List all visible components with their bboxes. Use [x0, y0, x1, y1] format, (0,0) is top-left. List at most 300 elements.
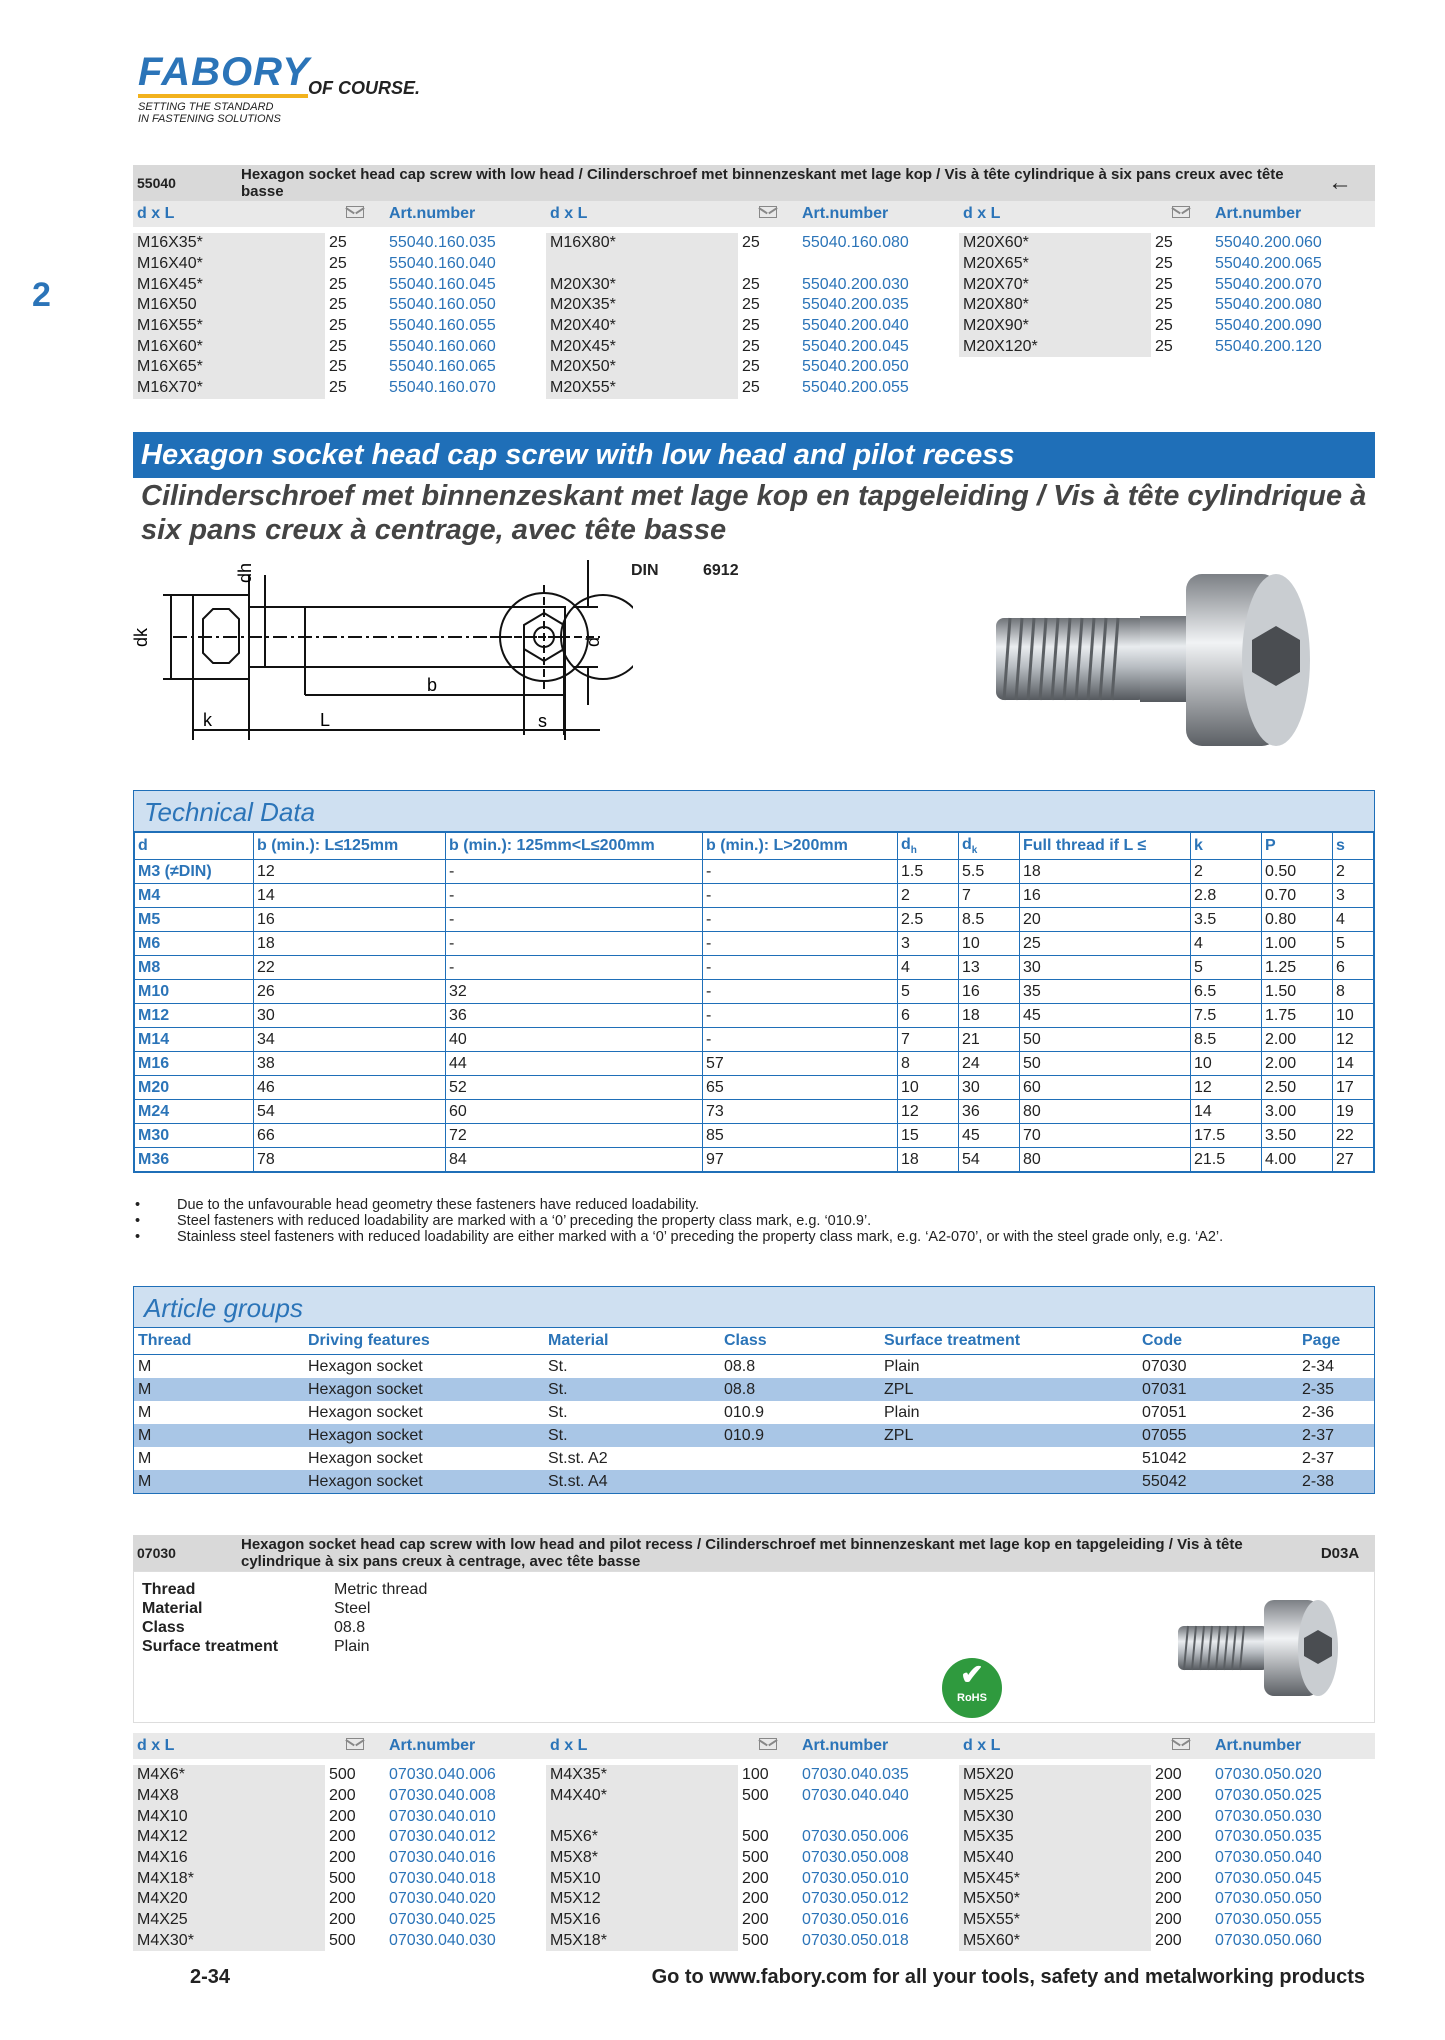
article-qty: 25 — [329, 317, 347, 335]
table-cell: 2-34 — [1302, 1357, 1335, 1375]
article-size: M5X25 — [959, 1786, 1151, 1807]
article-size: M20X80* — [959, 295, 1151, 316]
article-qty: 25 — [329, 337, 347, 355]
article-row — [133, 357, 546, 378]
table-cell: 6 — [898, 1004, 959, 1028]
article-size: M16X50 — [133, 295, 325, 316]
col-dxl: d x L — [550, 205, 588, 222]
table-cell: 80 — [1020, 1100, 1191, 1124]
article-number-link[interactable]: 07030.050.010 — [802, 1869, 909, 1887]
article-row — [959, 1910, 1372, 1931]
article-size: M4X12 — [133, 1827, 325, 1848]
size-cell: M20 — [135, 1076, 254, 1100]
table-row[interactable] — [134, 1447, 1374, 1470]
table-cell: St.st. A4 — [544, 1470, 720, 1493]
table-cell: 36 — [959, 1100, 1020, 1124]
table-cell: 65 — [703, 1076, 898, 1100]
envelope-icon — [759, 1738, 777, 1750]
table-cell: St. — [548, 1403, 568, 1421]
article-number-link[interactable]: 55040.160.035 — [389, 234, 496, 252]
article-row — [959, 1848, 1372, 1869]
table-cell: M — [134, 1470, 304, 1493]
table-cell: 07051 — [1142, 1403, 1187, 1421]
article-size: M20X70* — [959, 274, 1151, 295]
rohs-badge — [942, 1658, 1002, 1718]
th-thread: Thread — [134, 1328, 304, 1355]
table-row — [135, 908, 1374, 932]
product-subtitle: Cilinderschroef met binnenzeskant met lage kop en tapgeleiding / Vis à tête cylindrique à six pans creux à centrage, avec tête basse — [141, 480, 1367, 546]
article-row — [133, 295, 546, 316]
envelope-icon — [346, 1738, 364, 1750]
article-number-link[interactable]: 07030.050.025 — [1215, 1787, 1322, 1805]
table-cell: 34 — [254, 1028, 446, 1052]
table-row — [135, 1100, 1374, 1124]
article-number-link[interactable]: 55040.160.045 — [389, 275, 496, 293]
table-cell: 30 — [959, 1076, 1020, 1100]
article-row — [959, 1889, 1372, 1910]
table-cell: 2.00 — [1262, 1028, 1333, 1052]
article-row — [546, 357, 959, 378]
table-cell: 84 — [446, 1148, 703, 1172]
column-header — [133, 1733, 1375, 1759]
article-qty: 500 — [329, 1869, 356, 1887]
table-row — [135, 980, 1374, 1004]
article-size: M4X25 — [133, 1910, 325, 1931]
article-size: M20X55* — [546, 378, 738, 399]
article-number-link[interactable]: 07030.040.020 — [389, 1890, 496, 1908]
article-list — [133, 1765, 546, 1951]
table-cell: 2-38 — [1298, 1470, 1374, 1493]
article-qty: 25 — [329, 234, 347, 252]
table-cell: 1.5 — [898, 860, 959, 884]
tagline-2: IN FASTENING SOLUTIONS — [138, 113, 281, 125]
article-number-link[interactable]: 07030.040.035 — [802, 1766, 909, 1784]
table-cell: 17 — [1333, 1076, 1374, 1100]
table-cell: 0.70 — [1262, 884, 1333, 908]
table-cell: 2-36 — [1302, 1403, 1335, 1421]
table-row — [135, 1076, 1374, 1100]
group-code: 55040 — [137, 175, 176, 191]
table-cell: 54 — [959, 1148, 1020, 1172]
article-number-link[interactable]: 55040.200.070 — [1215, 275, 1322, 293]
article-row — [546, 316, 959, 337]
article-size: M4X18* — [133, 1868, 325, 1889]
table-row — [135, 1052, 1374, 1076]
table-cell: St.st. A2 — [548, 1449, 608, 1467]
article-number-link[interactable]: 55040.160.080 — [802, 234, 909, 252]
article-qty: 25 — [1155, 275, 1173, 293]
table-cell: 12 — [1191, 1076, 1262, 1100]
table-cell: 50 — [1020, 1052, 1191, 1076]
table-cell: 3 — [1333, 884, 1374, 908]
article-list — [959, 1765, 1372, 1951]
article-size: M20X35* — [546, 295, 738, 316]
article-number-link[interactable]: 07030.050.055 — [1215, 1911, 1322, 1929]
article-qty: 25 — [742, 296, 760, 314]
table-cell: 07031 — [1138, 1378, 1298, 1401]
table-cell: 14 — [1333, 1052, 1374, 1076]
article-size: M4X30* — [133, 1931, 325, 1952]
article-number-link[interactable]: 07030.050.050 — [1215, 1890, 1322, 1908]
th-b1: b (min.): L≤125mm — [254, 833, 446, 860]
article-qty: 500 — [742, 1828, 769, 1846]
article-number-link[interactable]: 07030.050.040 — [1215, 1849, 1322, 1867]
article-size: M20X30* — [546, 274, 738, 295]
article-qty: 25 — [329, 358, 347, 376]
article-qty: 200 — [1155, 1766, 1182, 1784]
table-row — [135, 1028, 1374, 1052]
table-cell: 36 — [446, 1004, 703, 1028]
article-number-link[interactable]: 55040.200.120 — [1215, 337, 1322, 355]
article-size: M5X40 — [959, 1848, 1151, 1869]
table-cell: 12 — [254, 860, 446, 884]
article-number-link[interactable]: 07030.050.016 — [802, 1911, 909, 1929]
envelope-icon — [759, 206, 777, 218]
table-cell: 07055 — [1138, 1424, 1298, 1447]
table-cell: 07030 — [1142, 1357, 1187, 1375]
article-number-link[interactable]: 07030.040.008 — [389, 1787, 496, 1805]
article-qty: 200 — [1155, 1787, 1182, 1805]
notes: • Due to the unfavourable head geometry these fasteners have reduced loadability. • Steel fasteners with reduced loadability are marked with a ‘0’ preceding the property class mark, e.g. ‘010.9’. • Stainless steel fasteners with reduced loadability are either marked with a ‘0’ preceding the property class mark, e.g. ‘A2-070’, or with the steel grade only, e.g. ‘A2’. — [133, 1197, 1373, 1245]
article-qty: 200 — [1155, 1869, 1182, 1887]
article-row — [133, 233, 546, 254]
article-number-link[interactable]: 07030.040.010 — [389, 1807, 496, 1825]
table-cell: 66 — [254, 1124, 446, 1148]
table-cell: 73 — [703, 1100, 898, 1124]
table-cell: 45 — [959, 1124, 1020, 1148]
article-size: M20X120* — [959, 336, 1151, 357]
label-L: L — [320, 710, 331, 730]
article-number-link[interactable]: 55040.160.055 — [389, 317, 496, 335]
article-qty: 25 — [329, 275, 347, 293]
label-b: b — [427, 675, 438, 695]
table-row[interactable] — [134, 1424, 1374, 1447]
article-qty: 25 — [742, 337, 760, 355]
article-qty: 500 — [329, 1931, 356, 1949]
table-cell: 12 — [1333, 1028, 1374, 1052]
table-cell: 12 — [898, 1100, 959, 1124]
column-header — [133, 201, 1375, 227]
table-cell: 72 — [446, 1124, 703, 1148]
article-number-link[interactable]: 07030.050.060 — [1215, 1931, 1322, 1949]
table-cell — [720, 1470, 880, 1493]
end-view-drawing — [480, 575, 610, 760]
table-cell: M — [134, 1378, 304, 1401]
table-cell: 78 — [254, 1148, 446, 1172]
page-number: 2-34 — [190, 1966, 231, 1988]
col-dxl: d x L — [550, 1737, 588, 1754]
table-cell: Hexagon socket — [308, 1403, 423, 1421]
article-row — [959, 233, 1372, 254]
table-cell: 24 — [959, 1052, 1020, 1076]
article-size: M5X8* — [546, 1848, 738, 1869]
article-qty: 200 — [329, 1807, 356, 1825]
article-number-link[interactable]: 55040.200.065 — [1215, 255, 1322, 273]
article-number-link[interactable]: 07030.050.008 — [802, 1849, 909, 1867]
article-number-link[interactable]: 07030.050.030 — [1215, 1807, 1322, 1825]
size-cell: M3 (≠DIN) — [135, 860, 254, 884]
size-cell: M36 — [135, 1148, 254, 1172]
article-size: M5X10 — [546, 1868, 738, 1889]
article-number-link[interactable]: 55040.160.070 — [389, 379, 496, 397]
table-cell: 5 — [898, 980, 959, 1004]
table-cell: - — [446, 908, 703, 932]
article-row — [546, 1827, 959, 1848]
table-cell: 1.75 — [1262, 1004, 1333, 1028]
table-cell: 1.25 — [1262, 956, 1333, 980]
article-qty: 25 — [329, 296, 347, 314]
table-cell: M — [138, 1403, 152, 1421]
table-cell: 14 — [1191, 1100, 1262, 1124]
article-size: M5X20 — [959, 1765, 1151, 1786]
article-number-link[interactable]: 07030.050.035 — [1215, 1828, 1322, 1846]
article-row — [959, 1765, 1372, 1786]
article-number-link[interactable]: 55040.200.080 — [1215, 296, 1322, 314]
article-number-link[interactable]: 07030.040.025 — [389, 1911, 496, 1929]
article-number-link[interactable]: 55040.200.090 — [1215, 317, 1322, 335]
article-qty: 25 — [742, 358, 760, 376]
table-row[interactable] — [134, 1355, 1374, 1379]
article-row — [133, 336, 546, 357]
article-number-link[interactable]: 07030.040.018 — [389, 1869, 496, 1887]
col-dxl: d x L — [963, 1737, 1001, 1754]
article-size: M5X55* — [959, 1910, 1151, 1931]
article-lists — [133, 233, 1375, 399]
article-row — [959, 274, 1372, 295]
article-size: M5X12 — [546, 1889, 738, 1910]
table-row — [135, 1004, 1374, 1028]
logo — [138, 50, 421, 125]
article-list — [959, 233, 1372, 399]
article-row — [133, 1910, 546, 1931]
article-row — [133, 1827, 546, 1848]
table-cell: - — [703, 884, 898, 908]
table-cell: 1.50 — [1262, 980, 1333, 1004]
technical-data-table — [134, 832, 1374, 1172]
article-row — [546, 1910, 959, 1931]
table-cell: 5 — [1333, 932, 1374, 956]
article-number-link[interactable]: 07030.050.018 — [802, 1931, 909, 1949]
group-title: Hexagon socket head cap screw with low head and pilot recess / Cilinderschroef met binnenzeskant met lage kop en tapgeleiding / Vis à tête cylindrique à six pans creux à centrage, avec tête basse — [241, 1536, 1243, 1570]
article-size: M5X50* — [959, 1889, 1151, 1910]
article-number-link[interactable]: 07030.040.012 — [389, 1828, 496, 1846]
article-qty: 200 — [329, 1890, 356, 1908]
table-cell: 18 — [898, 1148, 959, 1172]
article-row — [133, 1931, 546, 1952]
table-row[interactable] — [134, 1401, 1374, 1424]
article-row — [546, 336, 959, 357]
article-number-link[interactable]: 55040.160.050 — [389, 296, 496, 314]
size-cell: M14 — [135, 1028, 254, 1052]
prop-value: Plain — [334, 1638, 370, 1655]
label-k: k — [203, 710, 212, 730]
col-art: Art.number — [389, 205, 476, 222]
table-cell: 2 — [1333, 860, 1374, 884]
article-qty: 200 — [742, 1890, 769, 1908]
table-cell: 18 — [1020, 860, 1191, 884]
article-row — [133, 254, 546, 275]
table-cell: 2-37 — [1302, 1449, 1335, 1467]
table-cell: 2 — [1191, 860, 1262, 884]
table-cell: M — [138, 1449, 152, 1467]
table-cell: - — [446, 884, 703, 908]
size-cell: M16 — [135, 1052, 254, 1076]
table-cell: 8.5 — [959, 908, 1020, 932]
article-size: M16X60* — [133, 336, 325, 357]
table-cell: - — [703, 1028, 898, 1052]
table-cell: 40 — [446, 1028, 703, 1052]
article-number-link[interactable]: 55040.200.045 — [802, 337, 909, 355]
article-list — [546, 1765, 959, 1951]
article-number-link[interactable]: 07030.040.040 — [802, 1787, 909, 1805]
label-d: d — [583, 636, 603, 647]
table-cell: 7 — [959, 884, 1020, 908]
article-number-link[interactable]: 55040.160.060 — [389, 337, 496, 355]
article-size: M5X45* — [959, 1868, 1151, 1889]
th-code: Code — [1138, 1328, 1298, 1355]
article-size: M20X45* — [546, 336, 738, 357]
article-size: M4X16 — [133, 1848, 325, 1869]
table-cell: 4 — [1333, 908, 1374, 932]
article-number-link[interactable]: 55040.160.040 — [389, 255, 496, 273]
table-cell: 80 — [1020, 1148, 1191, 1172]
article-groups-title: Article groups — [134, 1287, 1374, 1328]
prop-key: Thread — [142, 1581, 196, 1598]
article-number-link[interactable]: 55040.200.050 — [802, 358, 909, 376]
prop-value: 08.8 — [334, 1619, 366, 1636]
th-k: k — [1191, 833, 1262, 860]
article-list — [546, 233, 959, 399]
table-cell: 30 — [1020, 956, 1191, 980]
group-title: Hexagon socket head cap screw with low head / Cilinderschroef met binnenzeskant met lage kop / Vis à tête cylindrique à six pans creux avec tête basse — [241, 166, 1284, 200]
table-cell: ZPL — [880, 1424, 1138, 1447]
article-size: M20X40* — [546, 316, 738, 337]
table-cell: 21.5 — [1191, 1148, 1262, 1172]
article-row — [546, 1786, 959, 1807]
th-dh: $d_h$ — [898, 833, 959, 860]
article-qty: 500 — [742, 1931, 769, 1949]
article-number-link[interactable]: 07030.050.045 — [1215, 1869, 1322, 1887]
article-qty: 25 — [1155, 337, 1173, 355]
article-qty: 25 — [1155, 255, 1173, 273]
table-cell: - — [446, 932, 703, 956]
note: Stainless steel fasteners with reduced loadability are either marked with a ‘0’ preceding the property class mark, e.g. ‘A2-070’, or with the steel grade only, e.g. ‘A2’. — [177, 1229, 1224, 1245]
article-row — [546, 1848, 959, 1869]
col-dxl: d x L — [137, 1737, 175, 1754]
article-number-link[interactable]: 55040.200.030 — [802, 275, 909, 293]
table-cell: 18 — [254, 932, 446, 956]
table-cell: 60 — [1020, 1076, 1191, 1100]
footer-text: Go to www.fabory.com for all your tools, safety and metalworking products — [651, 1966, 1365, 1988]
article-row — [546, 274, 959, 295]
article-number-link[interactable]: 55040.200.060 — [1215, 234, 1322, 252]
table-cell: 14 — [254, 884, 446, 908]
article-number-link[interactable]: 07030.050.006 — [802, 1828, 909, 1846]
article-qty: 25 — [329, 379, 347, 397]
size-cell: M8 — [135, 956, 254, 980]
table-cell: 3.50 — [1262, 1124, 1333, 1148]
article-number-link[interactable]: 55040.200.035 — [802, 296, 909, 314]
table-cell: St. — [548, 1357, 568, 1375]
article-size: M5X30 — [959, 1806, 1151, 1827]
article-number-link[interactable]: 07030.040.030 — [389, 1931, 496, 1949]
th-class: Class — [720, 1328, 880, 1355]
table-cell: 010.9 — [724, 1403, 765, 1421]
table-row[interactable] — [134, 1470, 1374, 1493]
label-s: s — [538, 711, 547, 731]
table-cell: 17.5 — [1191, 1124, 1262, 1148]
article-row — [133, 274, 546, 295]
article-size: M20X65* — [959, 254, 1151, 275]
article-number-link[interactable]: 55040.200.055 — [802, 379, 909, 397]
article-size — [546, 254, 738, 275]
article-list — [133, 233, 546, 399]
prop-key: Material — [142, 1600, 203, 1617]
article-number-link[interactable]: 07030.050.012 — [802, 1890, 909, 1908]
table-cell: 4.00 — [1262, 1148, 1333, 1172]
article-qty: 500 — [329, 1766, 356, 1784]
article-row — [546, 1868, 959, 1889]
article-size: M16X40* — [133, 254, 325, 275]
article-number-link[interactable]: 07030.040.006 — [389, 1766, 496, 1784]
article-qty: 25 — [742, 275, 760, 293]
article-qty: 200 — [329, 1911, 356, 1929]
table-cell: 16 — [254, 908, 446, 932]
article-row — [133, 1765, 546, 1786]
group-ref: D03A — [1320, 1544, 1360, 1562]
article-qty: 500 — [742, 1849, 769, 1867]
prop-key: Surface treatment — [142, 1638, 279, 1655]
article-number-link[interactable]: 07030.050.020 — [1215, 1766, 1322, 1784]
table-cell: 25 — [1020, 932, 1191, 956]
table-cell: 2-35 — [1298, 1378, 1374, 1401]
table-cell: 32 — [446, 980, 703, 1004]
table-row[interactable] — [134, 1378, 1374, 1401]
table-cell: 16 — [959, 980, 1020, 1004]
article-qty: 200 — [1155, 1828, 1182, 1846]
article-row — [133, 316, 546, 337]
article-row — [546, 1806, 959, 1827]
table-cell: 08.8 — [720, 1378, 880, 1401]
table-cell: M — [138, 1357, 152, 1375]
rohs-label: RoHS — [957, 1692, 987, 1704]
properties — [142, 1580, 427, 1656]
table-cell: - — [703, 932, 898, 956]
table-cell: 2 — [898, 884, 959, 908]
th-b2: b (min.): 125mm<L≤200mm — [446, 833, 703, 860]
article-row — [546, 378, 959, 399]
article-number-link[interactable]: 07030.040.016 — [389, 1849, 496, 1867]
table-cell: 60 — [446, 1100, 703, 1124]
article-number-link[interactable]: 55040.200.040 — [802, 317, 909, 335]
article-row — [133, 1868, 546, 1889]
article-row — [133, 1786, 546, 1807]
article-row — [959, 295, 1372, 316]
article-size: M16X35* — [133, 233, 325, 254]
article-groups-table — [134, 1328, 1374, 1493]
table-cell: 27 — [1333, 1148, 1374, 1172]
col-art: Art.number — [389, 1737, 476, 1754]
table-cell — [880, 1470, 1138, 1493]
th-full-thread: Full thread if L ≤ — [1020, 833, 1191, 860]
table-cell: 08.8 — [724, 1357, 756, 1375]
table-cell: - — [703, 980, 898, 1004]
table-cell: 010.9 — [720, 1424, 880, 1447]
group-07030 — [133, 1535, 1375, 1951]
arrow-left-icon[interactable]: ← — [1328, 169, 1352, 196]
col-art: Art.number — [802, 1737, 889, 1754]
article-number-link[interactable]: 55040.160.065 — [389, 358, 496, 376]
